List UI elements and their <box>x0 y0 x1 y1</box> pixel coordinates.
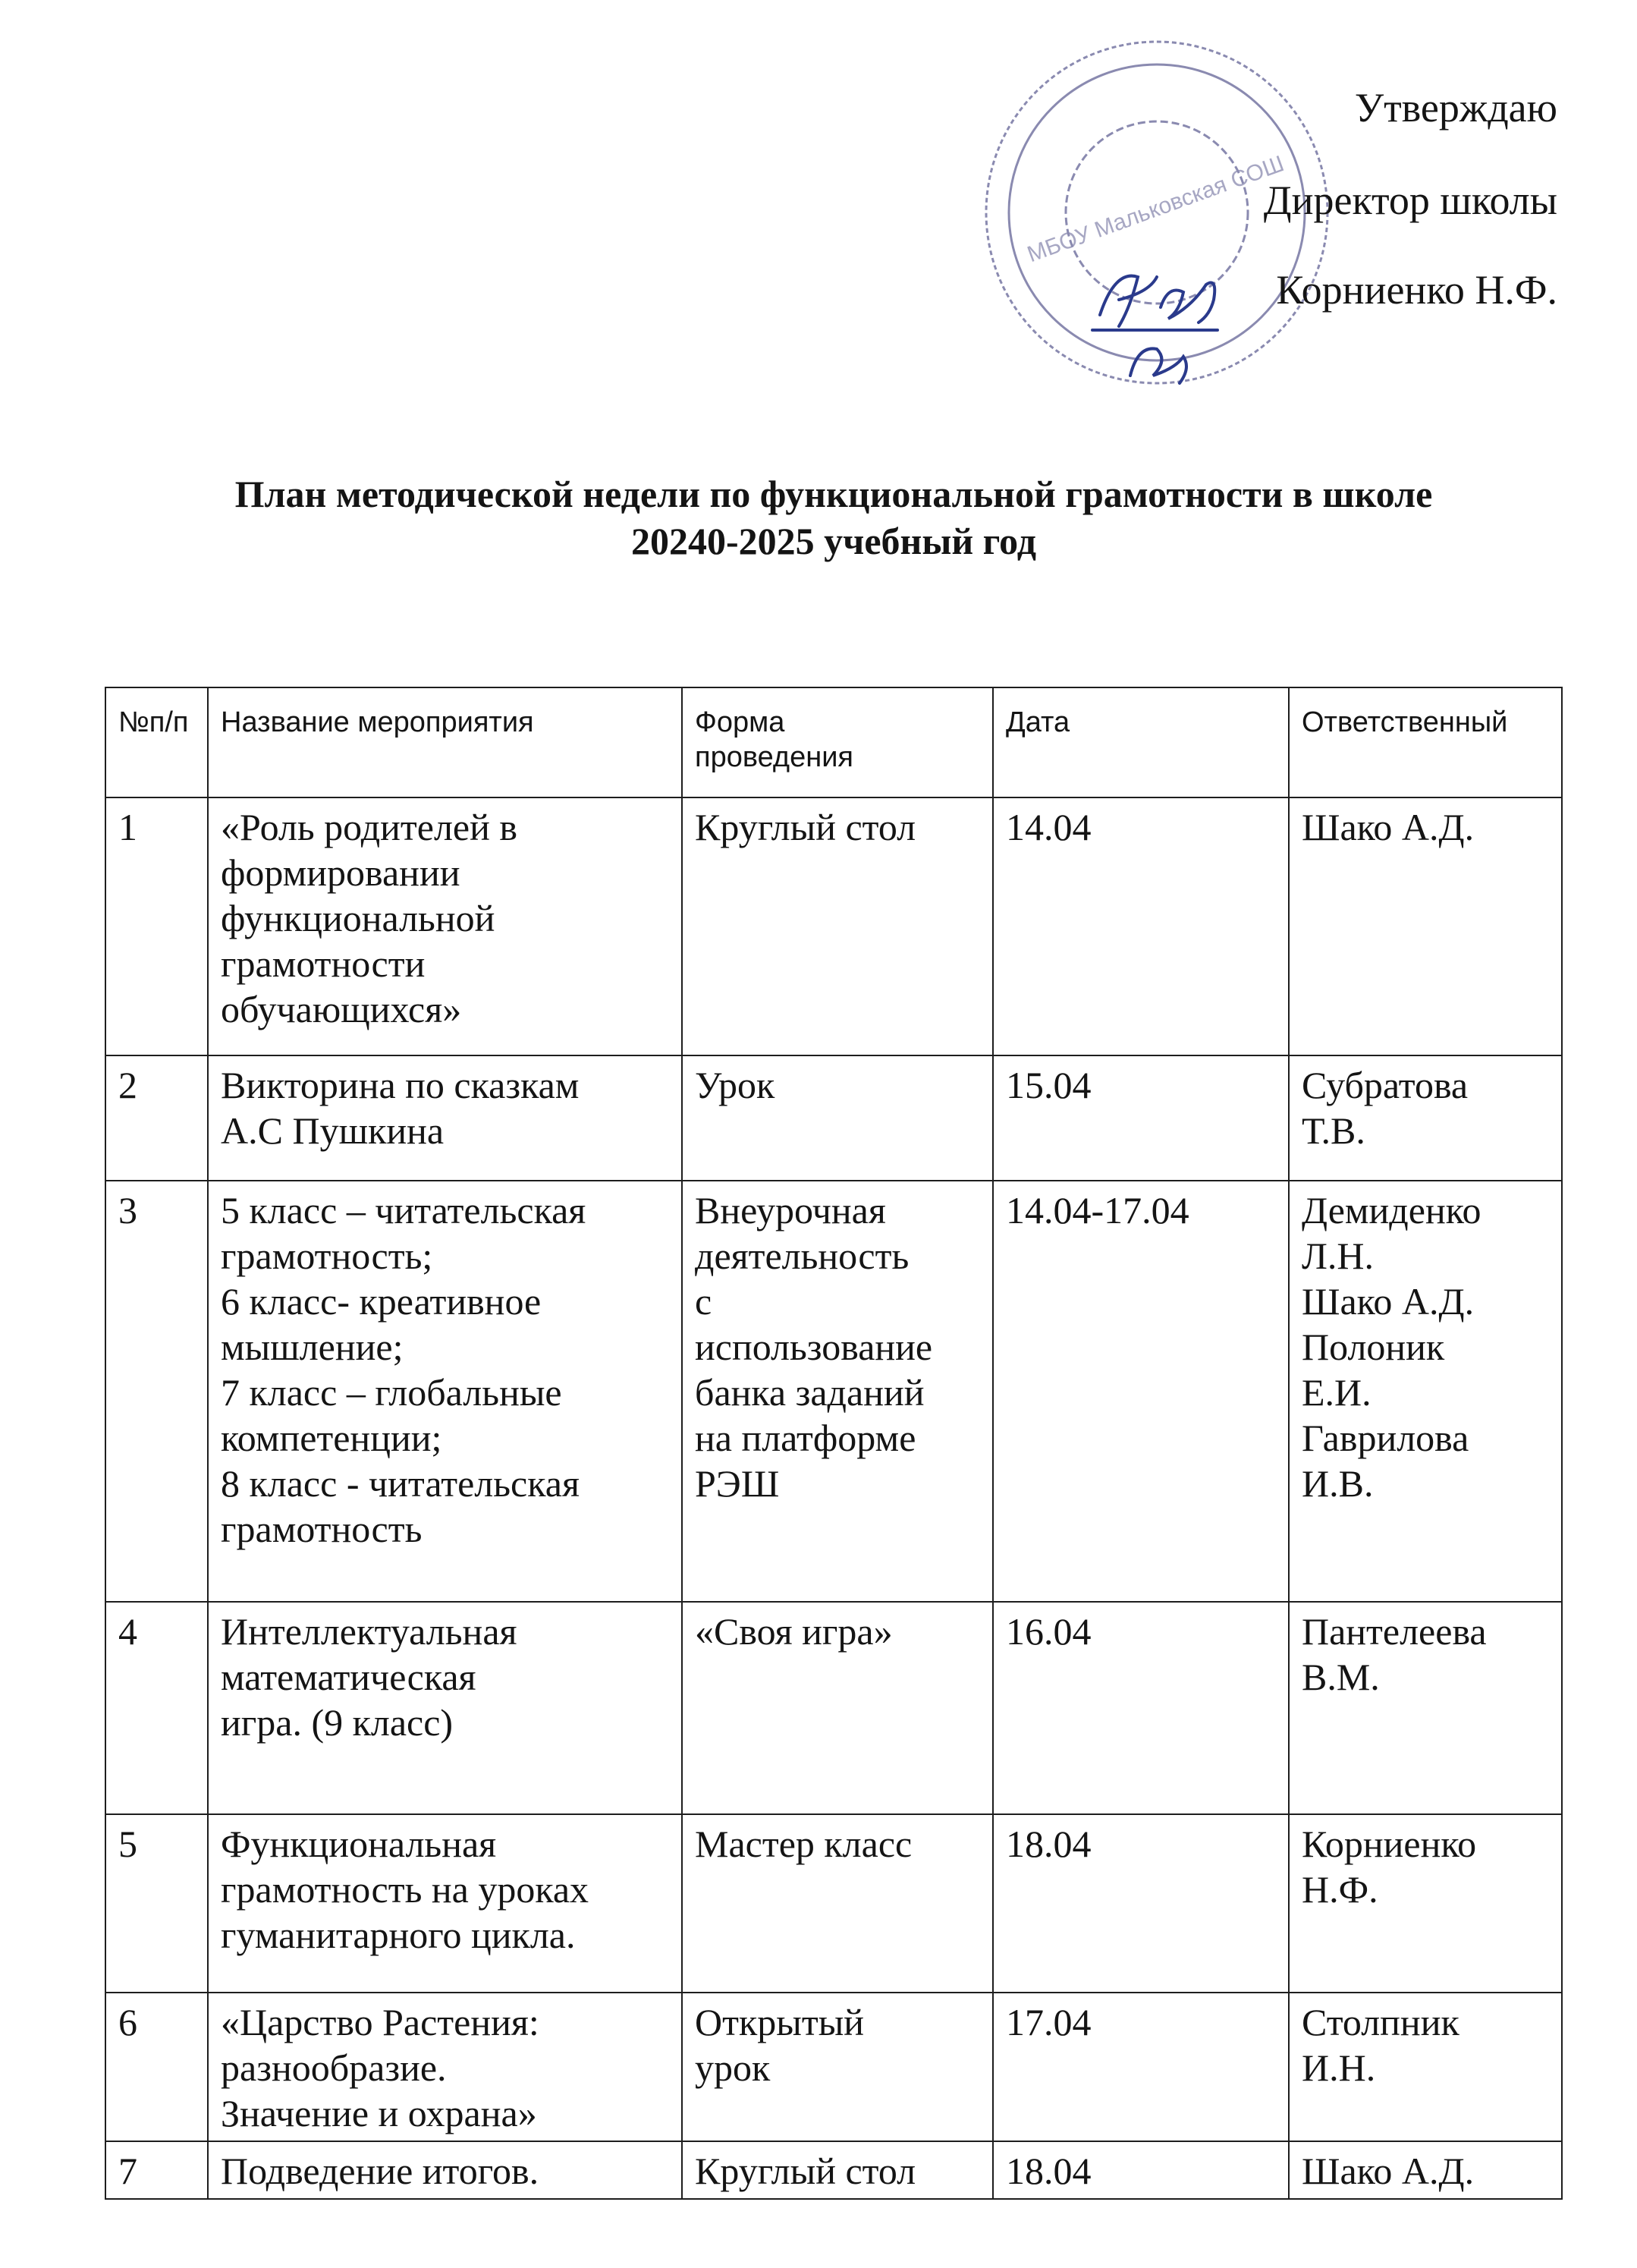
form-line: Круглый стол <box>695 2150 916 2192</box>
form-line: деятельность <box>695 1235 910 1277</box>
cell-form <box>682 1181 993 1602</box>
form-line: Открытый <box>695 2001 865 2043</box>
cell-date: 18.04 <box>993 2141 1289 2199</box>
name-line: Функциональная <box>221 1823 497 1865</box>
form-line: Круглый стол <box>695 806 916 848</box>
document-title <box>0 470 1637 565</box>
responsible-line: И.Н. <box>1302 2046 1376 2089</box>
cell-responsible <box>1289 1181 1562 1602</box>
cell-form <box>682 1602 993 1814</box>
cell-name <box>208 1993 682 2141</box>
responsible-line: Е.И. <box>1302 1371 1371 1414</box>
table-header-row <box>105 687 1562 797</box>
form-line: Внеурочная <box>695 1189 886 1232</box>
name-line: мышление; <box>221 1326 404 1368</box>
cell-num: 6 <box>105 1993 208 2141</box>
header-name: Название мероприятия <box>208 687 682 797</box>
cell-name <box>208 1814 682 1993</box>
cell-name <box>208 1602 682 1814</box>
name-line: разнообразие. <box>221 2046 447 2089</box>
header-form-line: Форма <box>695 706 785 738</box>
plan-table <box>105 687 1563 2200</box>
cell-num: 1 <box>105 797 208 1055</box>
cell-num: 2 <box>105 1055 208 1181</box>
director-name: Корниенко Н.Ф. <box>1276 267 1557 313</box>
cell-num: 5 <box>105 1814 208 1993</box>
table-row <box>105 1181 1562 1602</box>
cell-date: 18.04 <box>993 1814 1289 1993</box>
table-row <box>105 1055 1562 1181</box>
name-line: математическая <box>221 1656 476 1698</box>
name-line: грамотность на уроках <box>221 1868 589 1911</box>
cell-responsible <box>1289 1993 1562 2141</box>
table-row <box>105 1993 1562 2141</box>
form-line: Урок <box>695 1064 775 1106</box>
form-line: РЭШ <box>695 1462 780 1505</box>
name-line: 8 класс - читательская <box>221 1462 580 1505</box>
name-line: обучающихся» <box>221 988 462 1030</box>
name-line: грамотность; <box>221 1235 433 1277</box>
name-line: «Роль родителей в <box>221 806 517 848</box>
name-line: Значение и охрана» <box>221 2092 537 2134</box>
cell-num: 7 <box>105 2141 208 2199</box>
svg-text:МБОУ Мальковская СОШ: МБОУ Мальковская СОШ <box>1023 151 1287 268</box>
form-line: использование <box>695 1326 933 1368</box>
name-line: функциональной <box>221 897 495 939</box>
cell-form <box>682 1993 993 2141</box>
form-line: на платформе <box>695 1417 916 1459</box>
header-num: №п/п <box>105 687 208 797</box>
responsible-line: Пантелеева <box>1302 1610 1487 1653</box>
cell-date: 15.04 <box>993 1055 1289 1181</box>
name-line: Интеллектуальная <box>221 1610 517 1653</box>
cell-responsible <box>1289 1055 1562 1181</box>
cell-date: 14.04 <box>993 797 1289 1055</box>
header-form <box>682 687 993 797</box>
responsible-line: Гаврилова <box>1302 1417 1469 1459</box>
header-responsible: Ответственный <box>1289 687 1562 797</box>
form-line: Мастер класс <box>695 1823 913 1865</box>
responsible-line: Л.Н. <box>1302 1235 1375 1277</box>
header-date: Дата <box>993 687 1289 797</box>
name-line: игра. (9 класс) <box>221 1701 454 1744</box>
name-line: грамотность <box>221 1508 423 1550</box>
name-line: 6 класс- креативное <box>221 1280 542 1323</box>
responsible-line: Н.Ф. <box>1302 1868 1378 1911</box>
cell-name <box>208 2141 682 2199</box>
table-row <box>105 797 1562 1055</box>
cell-responsible <box>1289 2141 1562 2199</box>
cell-date: 17.04 <box>993 1993 1289 2141</box>
director-position: Директор школы <box>1263 178 1557 223</box>
title-line-1: План методической недели по функциональной грамотности в школе <box>234 473 1433 515</box>
responsible-line: Субратова <box>1302 1064 1469 1106</box>
responsible-line: Демиденко <box>1302 1189 1481 1232</box>
table-row <box>105 1602 1562 1814</box>
cell-name <box>208 1181 682 1602</box>
name-line: А.С Пушкина <box>221 1109 445 1152</box>
responsible-line: Шако А.Д. <box>1302 806 1475 848</box>
responsible-line: Т.В. <box>1302 1109 1365 1152</box>
form-line: банка заданий <box>695 1371 925 1414</box>
director-signature <box>1085 254 1267 398</box>
cell-name <box>208 1055 682 1181</box>
responsible-line: Столпник <box>1302 2001 1459 2043</box>
name-line: формировании <box>221 851 460 894</box>
table-row <box>105 1814 1562 1993</box>
form-line: «Своя игра» <box>695 1610 893 1653</box>
responsible-line: Шако А.Д. <box>1302 1280 1475 1323</box>
cell-date: 14.04-17.04 <box>993 1181 1289 1602</box>
name-line: грамотности <box>221 942 426 985</box>
cell-responsible <box>1289 797 1562 1055</box>
name-line: Подведение итогов. <box>221 2150 539 2192</box>
cell-responsible <box>1289 1602 1562 1814</box>
responsible-line: Шако А.Д. <box>1302 2150 1475 2192</box>
form-line: с <box>695 1280 712 1323</box>
form-line: урок <box>695 2046 771 2089</box>
name-line: «Царство Растения: <box>221 2001 539 2043</box>
title-line-2: 20240-2025 учебный год <box>630 520 1036 562</box>
cell-form <box>682 797 993 1055</box>
cell-num: 3 <box>105 1181 208 1602</box>
name-line: 7 класс – глобальные <box>221 1371 562 1414</box>
table-row <box>105 2141 1562 2199</box>
cell-form <box>682 1055 993 1181</box>
responsible-line: Корниенко <box>1302 1823 1477 1865</box>
header-form-line: проведения <box>695 741 853 773</box>
responsible-line: В.М. <box>1302 1656 1380 1698</box>
approval-label: Утверждаю <box>1354 85 1557 131</box>
cell-name <box>208 797 682 1055</box>
name-line: компетенции; <box>221 1417 442 1459</box>
name-line: гуманитарного цикла. <box>221 1914 576 1956</box>
cell-num: 4 <box>105 1602 208 1814</box>
name-line: Викторина по сказкам <box>221 1064 580 1106</box>
responsible-line: Полоник <box>1302 1326 1445 1368</box>
cell-form <box>682 2141 993 2199</box>
cell-date: 16.04 <box>993 1602 1289 1814</box>
name-line: 5 класс – читательская <box>221 1189 586 1232</box>
responsible-line: И.В. <box>1302 1462 1374 1505</box>
cell-form <box>682 1814 993 1993</box>
cell-responsible <box>1289 1814 1562 1993</box>
